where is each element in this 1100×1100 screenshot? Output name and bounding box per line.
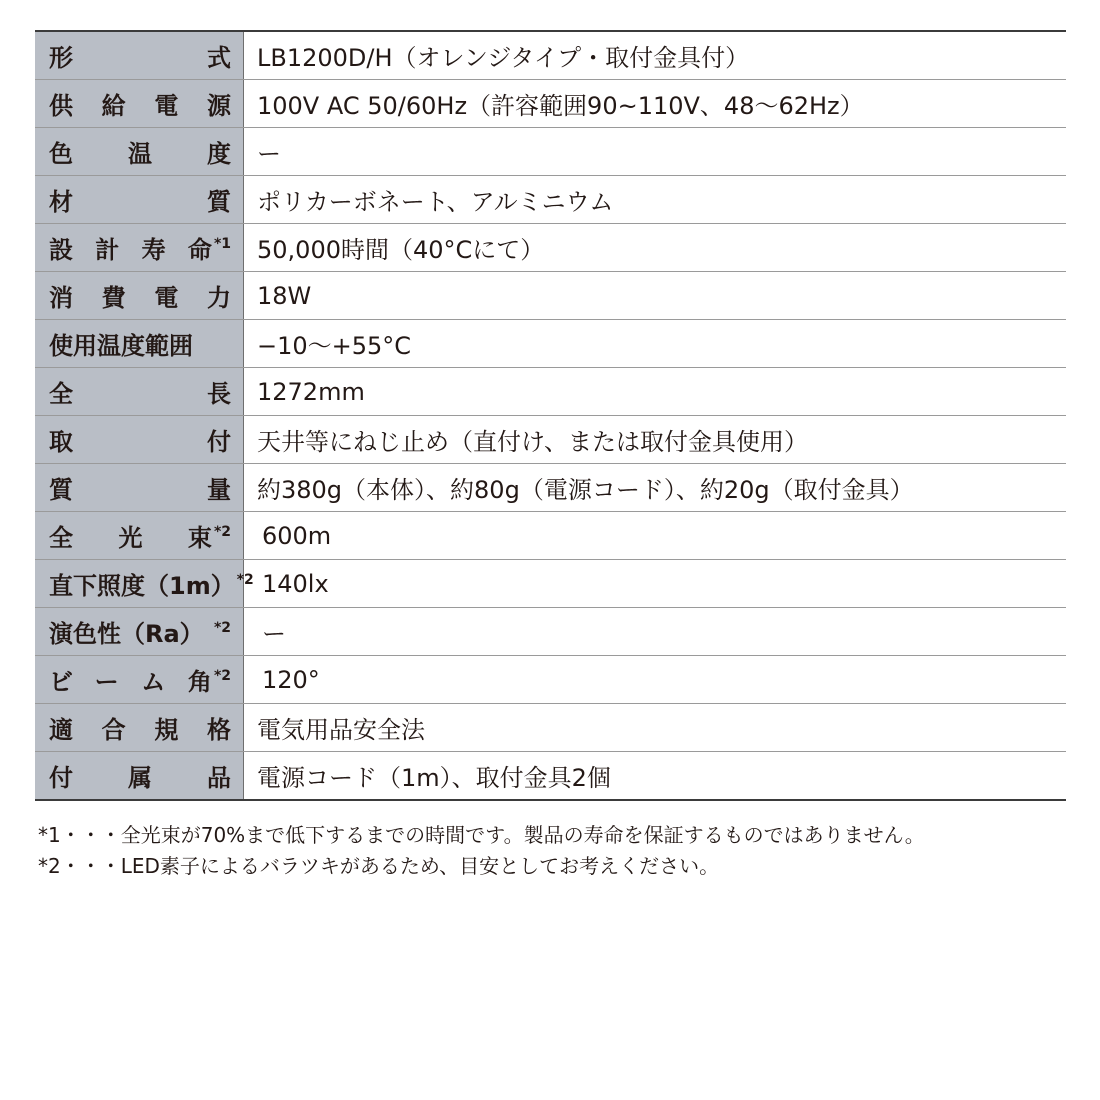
spec-label: 消費電力 (49, 284, 231, 312)
footnotes (38, 820, 925, 882)
spec-label-cell (35, 416, 244, 464)
spec-row (35, 224, 1066, 272)
spec-label: 形式 (49, 44, 231, 72)
spec-value: 天井等にねじ止め（直付け、または取付金具使用） (244, 416, 1067, 464)
spec-label-cell (35, 176, 244, 224)
spec-footnote-marker: *2 (213, 667, 231, 684)
spec-label-cell (35, 224, 244, 272)
spec-value: 約380g（本体）、約80g（電源コード）、約20g（取付金具） (244, 464, 1067, 512)
spec-table-body (35, 31, 1066, 800)
spec-label-cell (35, 512, 244, 560)
spec-row (35, 176, 1066, 224)
spec-label: 供給電源 (49, 92, 231, 120)
spec-value: 120° (244, 656, 1067, 704)
spec-label: ビーム角 (49, 668, 212, 696)
spec-value: 18W (244, 272, 1067, 320)
spec-row (35, 272, 1066, 320)
footnote-2: *2・・・LED素子によるバラツキがあるため、目安としてお考えください。 (38, 854, 720, 878)
spec-label: 直下照度（1m） (49, 572, 235, 600)
spec-row (35, 80, 1066, 128)
spec-label-cell (35, 608, 244, 656)
spec-row (35, 656, 1066, 704)
spec-label-cell (35, 752, 244, 801)
spec-value: 電源コード（1m）、取付金具2個 (257, 764, 611, 792)
spec-value: 50,000時間（40°Cにて） (244, 224, 1067, 272)
spec-row (35, 608, 1066, 656)
spec-row (35, 128, 1066, 176)
spec-value: 100V AC 50/60Hz（許容範囲90~110V、48〜62Hz） (244, 80, 1067, 128)
spec-label-cell (35, 128, 244, 176)
spec-label-cell (35, 704, 244, 752)
spec-table (35, 30, 1066, 801)
spec-row (35, 368, 1066, 416)
spec-label: 取付 (49, 428, 231, 456)
spec-label-cell (35, 320, 244, 368)
spec-footnote-marker: *2 (236, 571, 254, 588)
spec-label: 演色性（Ra） (49, 620, 204, 648)
spec-row (35, 560, 1066, 608)
spec-label-cell (35, 80, 244, 128)
spec-row (35, 704, 1066, 752)
spec-row (35, 464, 1066, 512)
spec-value: 140lx (244, 560, 1067, 608)
spec-footnote-marker: *1 (213, 235, 231, 252)
spec-label: 全光束 (49, 524, 212, 552)
spec-label: 適合規格 (49, 716, 231, 744)
spec-row (35, 31, 1066, 80)
spec-value: 600m (244, 512, 1067, 560)
spec-value: 1272mm (244, 368, 1067, 416)
spec-label: 設計寿命 (49, 236, 212, 264)
spec-row (35, 320, 1066, 368)
footnote-1: *1・・・全光束が70%まで低下するまでの時間です。製品の寿命を保証するものではありません。 (38, 823, 925, 847)
spec-label: 質量 (49, 476, 231, 504)
spec-label-cell (35, 368, 244, 416)
spec-label-cell (35, 31, 244, 80)
spec-label-cell (35, 272, 244, 320)
spec-row (35, 752, 1066, 801)
spec-value: ポリカーボネート、アルミニウム (244, 176, 1067, 224)
spec-footnote-marker: *2 (213, 523, 231, 540)
spec-footnote-marker: *2 (213, 619, 231, 636)
spec-label: 使用温度範囲 (49, 332, 193, 360)
spec-value: ー (244, 608, 1067, 656)
spec-row (35, 512, 1066, 560)
spec-label: 付属品 (49, 764, 231, 792)
spec-value: 電気用品安全法 (244, 704, 1067, 752)
spec-label-cell (35, 656, 244, 704)
spec-label: 色温度 (49, 140, 231, 168)
spec-value: LB1200D/H（オレンジタイプ・取付金具付） (244, 31, 1067, 80)
spec-label: 材質 (49, 188, 231, 216)
spec-label: 全長 (49, 380, 231, 408)
spec-value: ー (244, 128, 1067, 176)
spec-label-cell (35, 560, 254, 608)
spec-value: −10〜+55°C (244, 320, 1067, 368)
spec-label-cell (35, 464, 244, 512)
spec-row (35, 416, 1066, 464)
